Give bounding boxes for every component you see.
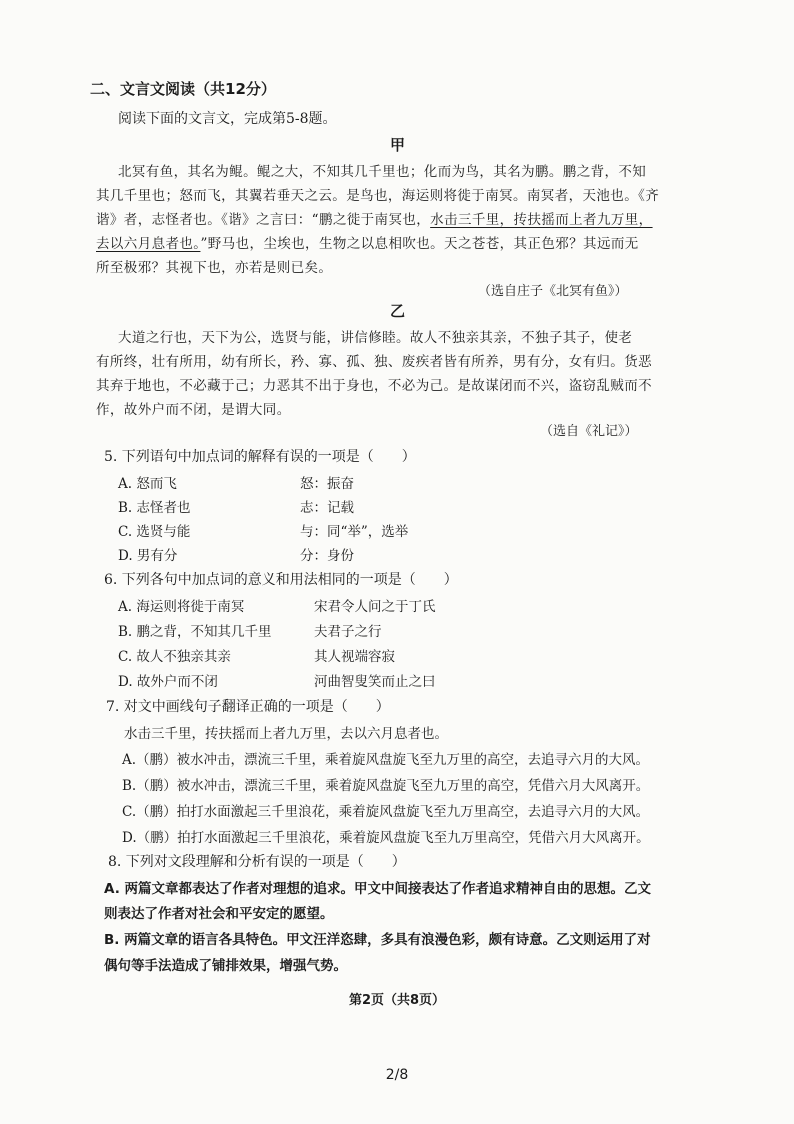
question-7-stem: 7. 对文中画线句子翻译正确的一项是（ ）: [106, 699, 390, 715]
q5-option-d-gloss: 分：身份: [300, 548, 354, 564]
q5-option-c: C. 选贤与能: [118, 524, 191, 540]
q7-option-c: C.（鹏）拍打水面激起三千里浪花，乘着旋风盘旋飞至九万里高空，去追寻六月的大风。: [122, 804, 650, 820]
passage-yi-line-1: 大道之行也，天下为公，选贤与能，讲信修睦。故人不独亲其亲，不独子其子，使老: [118, 330, 633, 346]
q7-option-a: A.（鹏）被水冲击，漂流三千里，乘着旋风盘旋飞至九万里的高空，去追寻六月的大风。: [122, 752, 650, 768]
q7-option-b: B.（鹏）被水冲击，漂流三千里，乘着旋风盘旋飞至九万里的高空，凭借六月大风离开。: [122, 778, 650, 794]
q5-option-d: D. 男有分: [118, 548, 178, 564]
passage-jia-line-5: 所至极邪？其视下也，亦若是则已矣。: [96, 260, 333, 276]
passage-jia-source: （选自庄子《北冥有鱼》）: [478, 284, 628, 299]
page-number: 2/8: [385, 1067, 409, 1083]
passage-yi-source: （选自《礼记》）: [540, 424, 638, 439]
q7-option-d: D.（鹏）拍打水面激起三千里浪花，乘着旋风盘旋飞至九万里高空，凭借六月大风离开。: [122, 830, 650, 846]
q5-option-b: B. 志怪者也: [118, 500, 191, 516]
q8-option-b-line-2: 偶句等手法造成了铺排效果，增强气势。: [104, 958, 347, 974]
section-title: 二、文言文阅读（共12分）: [90, 80, 276, 98]
passage-yi-line-2: 有所终，壮有所用，幼有所长，矜、寡、孤、独、废疾者皆有所养，男有分，女有归。货恶: [96, 354, 652, 370]
underlined-sentence-part-1: 水击三千里，抟扶摇而上者九万里，: [430, 212, 653, 228]
q5-option-b-gloss: 志：记载: [300, 500, 354, 516]
q5-option-a-gloss: 怒：振奋: [300, 476, 354, 492]
question-6-stem: 6. 下列各句中加点词的意义和用法相同的一项是（ ）: [104, 572, 458, 588]
q6-option-b: B. 鹏之背，不知其几千里: [118, 624, 272, 640]
passage-jia-line-4: 去以六月息者也。”野马也，尘埃也，生物之以息相吹也。天之苍苍，其正色邪？其远而无: [96, 236, 639, 252]
q6-option-b-compare: 夫君子之行: [314, 624, 382, 640]
q8-option-a-line-1: A. 两篇文章都表达了作者对理想的追求。甲文中间接表达了作者追求精神自由的思想。乙文: [104, 881, 652, 897]
q6-option-a: A. 海运则将徙于南冥: [118, 599, 245, 615]
q6-option-d-compare: 河曲智叟笑而止之曰: [314, 674, 436, 690]
question-8-stem: 8. 下列对文段理解和分析有误的一项是（ ）: [108, 854, 406, 870]
q6-option-c-compare: 其人视端容寂: [314, 649, 395, 665]
q7-sentence: 水击三千里，抟扶摇而上者九万里，去以六月息者也。: [124, 726, 448, 742]
q6-option-c: C. 故人不独亲其亲: [118, 649, 231, 665]
passage-yi-line-3: 其弃于地也，不必藏于己；力恶其不出于身也，不必为己。是故谋闭而不兴，盗窃乱贼而不: [96, 378, 652, 394]
passage-yi-title: 乙: [390, 302, 406, 320]
q5-option-c-gloss: 与：同“举”，选举: [300, 524, 409, 540]
page-footer: 第2页（共8页）: [348, 993, 446, 1008]
passage-jia-line-1: 北冥有鱼，其名为鲲。鲲之大，不知其几千里也；化而为鸟，其名为鹏。鹏之背，不知: [118, 164, 647, 180]
question-5-stem: 5. 下列语句中加点词的解释有误的一项是（ ）: [104, 449, 416, 465]
passage-yi-line-4: 作，故外户而不闭，是谓大同。: [96, 402, 291, 418]
q6-option-d: D. 故外户而不闭: [118, 674, 218, 690]
q8-option-b-line-1: B. 两篇文章的语言各具特色。甲文汪洋恣肆，多具有浪漫色彩，颇有诗意。乙文则运用了对: [104, 932, 651, 948]
q5-option-a: A. 怒而飞: [118, 476, 177, 492]
underlined-sentence-part-2: 去以六月息者也。: [96, 236, 201, 252]
q8-option-a-line-2: 则表达了作者对社会和平安定的愿望。: [104, 906, 334, 922]
instruction: 阅读下面的文言文，完成第5-8题。: [118, 111, 337, 127]
passage-jia-title: 甲: [390, 136, 406, 154]
passage-jia-line-3: 谐》者，志怪者也。《谐》之言曰：“鹏之徙于南冥也，水击三千里，抟扶摇而上者九万里，: [96, 212, 653, 228]
passage-jia-line-2: 其几千里也；怒而飞，其翼若垂天之云。是鸟也，海运则将徙于南冥。南冥者，天池也。《齐: [96, 188, 660, 204]
q6-option-a-compare: 宋君令人问之于丁氏: [314, 599, 436, 615]
